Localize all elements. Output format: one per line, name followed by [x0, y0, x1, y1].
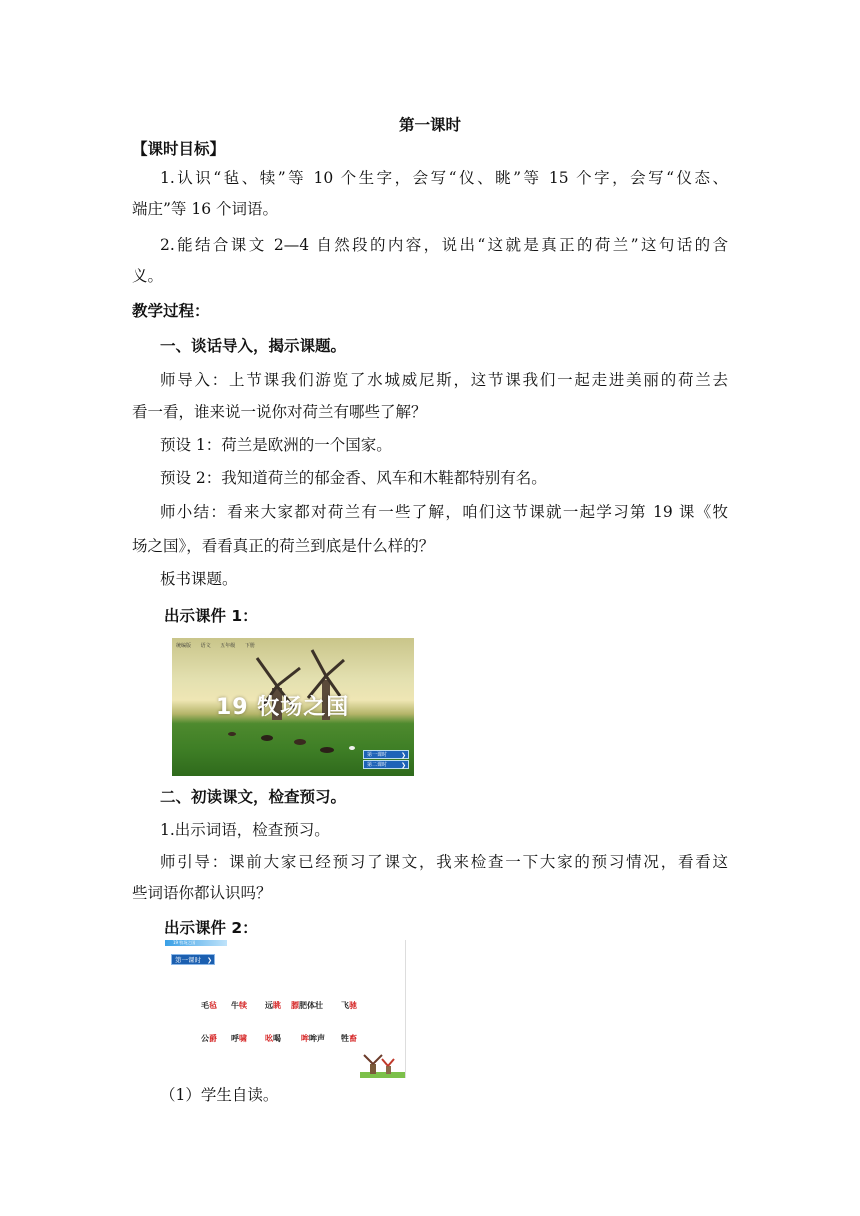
- guide-line2: 些词语你都认识吗？: [132, 884, 272, 902]
- process-heading: 教学过程：: [132, 302, 210, 320]
- goal2-line1: 2.能结合课文 2—4 自然段的内容，说出“这就是真正的荷兰”这句话的含: [160, 236, 728, 254]
- preset-2: 预设 2：我知道荷兰的郁金香、风车和木鞋都特别有名。: [160, 469, 547, 487]
- word-yuantiao: 远眺: [265, 1000, 281, 1010]
- slide-2-image: [165, 940, 406, 1078]
- word-biaofei: 膘肥体壮: [291, 1000, 323, 1010]
- slide-1-lesson2-button[interactable]: 第二课时 ❯: [363, 760, 409, 769]
- word-feichi: 飞驰: [341, 1000, 357, 1010]
- slide-2-topbar: [165, 940, 227, 946]
- word-huxiao: 呼啸: [231, 1033, 247, 1043]
- slide-1-image: [172, 638, 414, 776]
- word-moumou: 哞哞声: [301, 1033, 325, 1043]
- windmill-icon: [360, 1052, 405, 1078]
- section1-heading: 一、谈话导入，揭示课题。: [160, 337, 347, 355]
- show-slide-1-label: 出示课件 1：: [164, 607, 258, 625]
- slide-2-lesson-button[interactable]: 第一课时 ❯: [171, 954, 215, 965]
- slide-1-header-grade: 五年级: [220, 643, 236, 649]
- intro-line1: 师导入：上节课我们游览了水城威尼斯，这节课我们一起走进美丽的荷兰去: [160, 371, 728, 389]
- word-yaohe: 吆喝: [265, 1033, 281, 1043]
- goals-heading: 【课时目标】: [132, 139, 226, 158]
- word-gongjue: 公爵: [201, 1033, 217, 1043]
- intro-line2: 看一看，谁来说一说你对荷兰有哪些了解？: [132, 403, 427, 421]
- slide-1-header-edition: 统编版: [176, 643, 192, 649]
- preset-1: 预设 1：荷兰是欧洲的一个国家。: [160, 436, 392, 454]
- summary-line1: 师小结：看来大家都对荷兰有一些了解，咱们这节课就一起学习第 19 课《牧: [160, 503, 728, 521]
- goal2-line2: 义。: [132, 267, 164, 285]
- page-title: 第一课时: [398, 115, 461, 134]
- word-niudu: 牛犊: [231, 1000, 247, 1010]
- student-read: （1）学生自读。: [160, 1086, 279, 1104]
- slide-1-lesson1-button[interactable]: 第一课时 ❯: [363, 750, 409, 759]
- goal1-line1: 1.认识“毡、犊”等 10 个生字，会写“仪、眺”等 15 个字，会写“仪态、: [160, 169, 728, 187]
- step-1: 1.出示词语，检查预习。: [160, 821, 330, 839]
- word-maozhan: 毛毡: [201, 1000, 217, 1010]
- slide-1-title: 19 牧场之国: [216, 695, 350, 720]
- guide-line1: 师引导：课前大家已经预习了课文，我来检查一下大家的预习情况，看看这: [160, 853, 728, 871]
- board-note: 板书课题。: [160, 570, 238, 588]
- slide-1-header-subject: 语文: [200, 643, 211, 649]
- summary-line2: 场之国》，看看真正的荷兰到底是什么样的？: [132, 537, 435, 555]
- word-shengchu: 牲畜: [341, 1033, 357, 1043]
- slide-2-topbar-text: 19 牧场之国: [173, 940, 196, 945]
- slide-1-header-volume: 下册: [244, 643, 255, 649]
- show-slide-2-label: 出示课件 2：: [164, 919, 258, 937]
- goal1-line2: 端庄”等 16 个词语。: [132, 200, 279, 218]
- section2-heading: 二、初读课文，检查预习。: [160, 788, 347, 806]
